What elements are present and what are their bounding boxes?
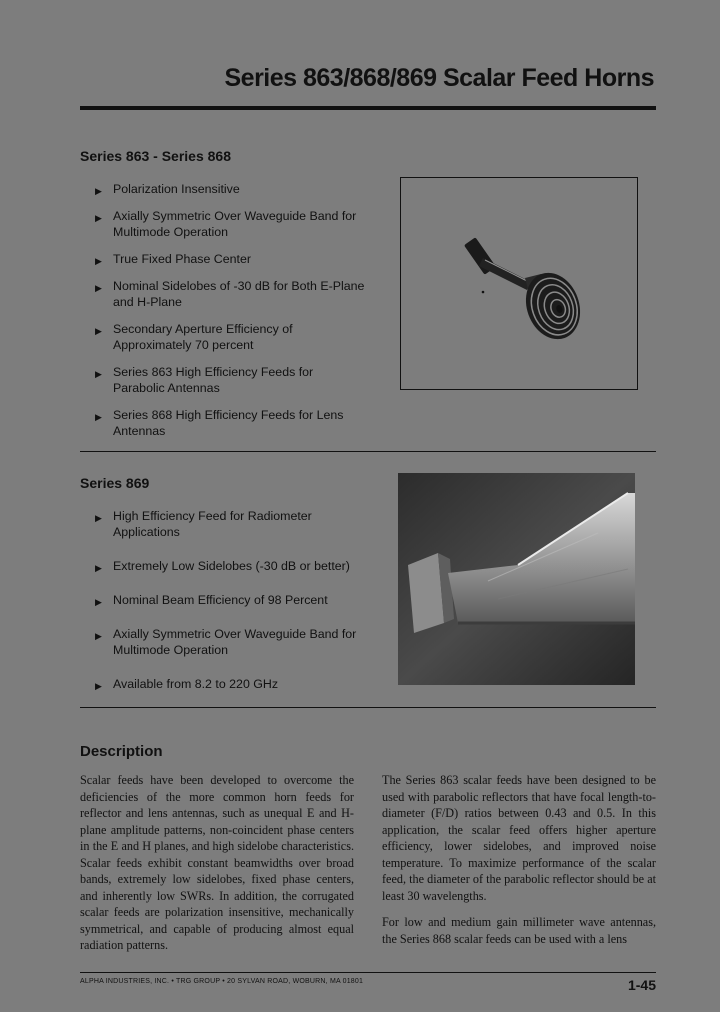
list-item: ▶ True Fixed Phase Center — [95, 251, 365, 267]
description-left-column — [80, 772, 354, 964]
list-item: ▶ Series 868 High Efficiency Feeds for Lens Antennas — [95, 408, 344, 438]
bullet-arrow-icon: ▶ — [95, 369, 102, 379]
section-divider — [80, 707, 656, 708]
bullet-arrow-icon: ▶ — [95, 326, 102, 336]
bullet-arrow-icon: ▶ — [95, 681, 102, 691]
list-item: ▶ Axially Symmetric Over Waveguide Band for Multimode Operation — [95, 627, 357, 657]
description-paragraph: Scalar feeds have been developed to overcome the deficiencies of the more common horn feeds for reflector and lens antennas, such as unequal E and H-plane amplitude patterns, non-coincident phase centers in the E and H planes, and high sidelobe characteristics. Scalar feeds exhibit constant beamwidths over broad bands, extremely low sidelobes, fixed phase centers, and inherently low SWRs. In addition, the corrugated scalar feeds are polarization insensitive, mechanically symmetrical, and capable of producing almost equal radiation patterns. — [80, 773, 354, 952]
description-paragraph: For low and medium gain millimeter wave antennas, the Series 868 scalar feeds can be used with a lens — [382, 915, 656, 946]
section2-bullet-list — [95, 508, 365, 710]
section-heading-863-868: Series 863 - Series 868 — [80, 148, 232, 164]
list-item: ▶ Secondary Aperture Efficiency of Approximately 70 percent — [95, 322, 293, 352]
radiometer-feed-photo — [398, 473, 635, 685]
bullet-arrow-icon: ▶ — [95, 513, 102, 523]
bullet-arrow-icon: ▶ — [95, 213, 102, 223]
section-divider — [80, 451, 656, 452]
list-item: ▶ Available from 8.2 to 220 GHz — [95, 676, 365, 692]
scalar-feed-horn-photo — [400, 177, 638, 390]
bullet-arrow-icon: ▶ — [95, 597, 102, 607]
section-heading-869: Series 869 — [80, 475, 150, 491]
footer-rule — [80, 972, 656, 973]
list-item: ▶ Series 863 High Efficiency Feeds for Parabolic Antennas — [95, 365, 314, 395]
list-item: ▶ Polarization Insensitive — [95, 181, 365, 197]
bullet-arrow-icon: ▶ — [95, 563, 102, 573]
page-number: 1-45 — [627, 977, 656, 993]
list-item: ▶ Extremely Low Sidelobes (-30 dB or better) — [95, 558, 365, 574]
bullet-arrow-icon: ▶ — [95, 186, 102, 196]
list-item: ▶ Nominal Beam Efficiency of 98 Percent — [95, 592, 365, 608]
radiometer-feed-drawing — [398, 473, 635, 685]
list-item: ▶ High Efficiency Feed for Radiometer Applications — [95, 509, 312, 539]
page-title: Series 863/868/869 Scalar Feed Horns — [224, 64, 654, 92]
title-rule — [80, 106, 656, 110]
section1-bullet-list — [95, 181, 365, 450]
footer-company: ALPHA INDUSTRIES, INC. • TRG GROUP • 20 SYLVAN ROAD, WOBURN, MA 01801 — [80, 978, 364, 985]
bullet-arrow-icon: ▶ — [95, 412, 102, 422]
description-heading: Description — [80, 743, 163, 760]
list-item: ▶ Nominal Sidelobes of -30 dB for Both E-Plane and H-Plane — [95, 279, 365, 309]
list-item: ▶ Axially Symmetric Over Waveguide Band for Multimode Operation — [95, 209, 357, 239]
bullet-arrow-icon: ▶ — [95, 256, 102, 266]
horn-drawing — [401, 178, 637, 389]
bullet-arrow-icon: ▶ — [95, 283, 102, 293]
bullet-arrow-icon: ▶ — [95, 631, 102, 641]
description-paragraph: The Series 863 scalar feeds have been designed to be used with parabolic reflectors that have focal length-to-diameter (F/D) ratios between 0.43 and 0.5. In this application, the scalar feed offers higher aperture efficiency, lower sidelobes, and improved noise temperature. To maximize performance of the scalar feed, the diameter of the parabolic reflector should be at least 30 wavelengths. — [382, 773, 656, 903]
description-right-column — [382, 772, 656, 957]
